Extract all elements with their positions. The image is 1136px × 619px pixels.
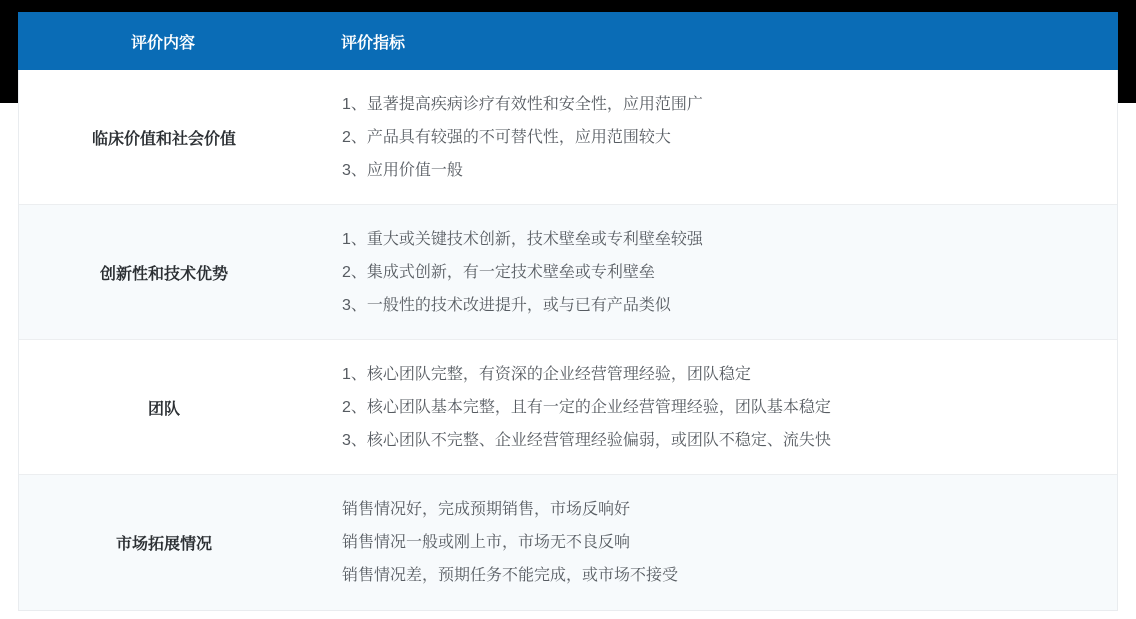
indicator-list xyxy=(309,476,1117,609)
category-cell: 临床价值和社会价值 xyxy=(91,130,236,148)
table-row xyxy=(19,205,1117,340)
header-cell-content: 评价内容 xyxy=(130,34,195,52)
indicator-item: 销售情况好，完成预期销售，市场反响好 xyxy=(342,501,631,518)
table-header-row xyxy=(18,12,1118,70)
indicator-list xyxy=(309,341,1117,474)
table-body xyxy=(18,70,1118,611)
evaluation-table xyxy=(18,12,1118,611)
header-cell-indicator: 评价指标 xyxy=(341,34,406,52)
indicator-item: 2、产品具有较强的不可替代性，应用范围较大 xyxy=(342,128,671,146)
indicator-item: 3、应用价值一般 xyxy=(342,161,463,179)
indicator-item: 销售情况差，预期任务不能完成，或市场不接受 xyxy=(342,567,679,584)
table-row xyxy=(19,475,1117,610)
category-cell: 市场拓展情况 xyxy=(115,536,212,553)
table-row xyxy=(19,340,1117,475)
indicator-item: 1、重大或关键技术创新，技术壁垒或专利壁垒较强 xyxy=(342,230,703,248)
indicator-list xyxy=(309,206,1117,339)
indicator-item: 1、显著提高疾病诊疗有效性和安全性，应用范围广 xyxy=(342,95,703,113)
indicator-item: 2、集成式创新，有一定技术壁垒或专利壁垒 xyxy=(342,263,655,281)
indicator-list xyxy=(309,71,1117,204)
table-row xyxy=(19,70,1117,205)
indicator-item: 3、一般性的技术改进提升，或与已有产品类似 xyxy=(342,296,671,314)
indicator-item: 2、核心团队基本完整，且有一定的企业经营管理经验，团队基本稳定 xyxy=(342,398,831,416)
indicator-item: 3、核心团队不完整、企业经营管理经验偏弱，或团队不稳定、流失快 xyxy=(342,431,831,449)
indicator-item: 销售情况一般或刚上市，市场无不良反响 xyxy=(342,534,631,551)
indicator-item: 1、核心团队完整，有资深的企业经营管理经验，团队稳定 xyxy=(342,365,751,383)
category-cell: 团队 xyxy=(147,400,180,418)
category-cell: 创新性和技术优势 xyxy=(99,265,228,283)
